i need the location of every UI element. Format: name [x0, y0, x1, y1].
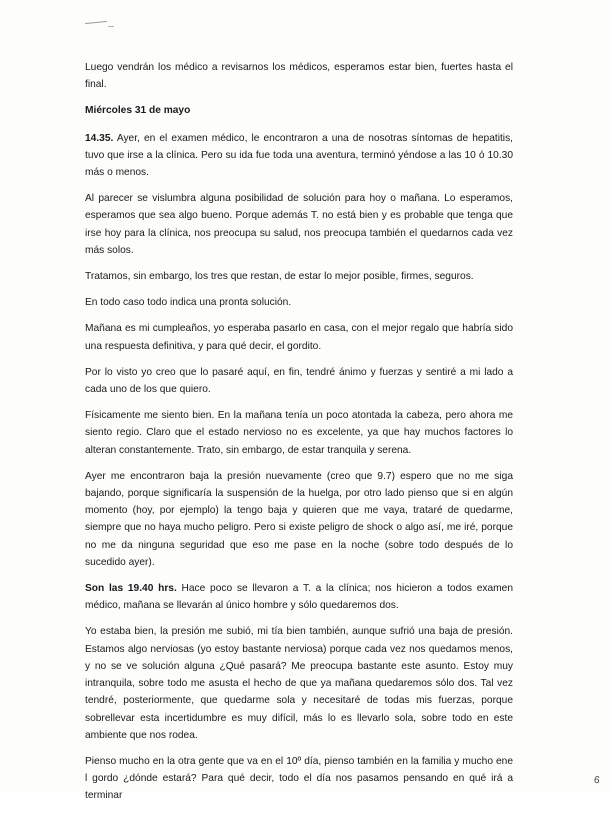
- pen-mark: [108, 26, 114, 27]
- paragraph: Mañana es mi cumpleaños, yo esperaba pasarlo en casa, con el mejor regalo que habría sido una respuesta definitiva, y para qué decir, el gordito.: [85, 323, 513, 352]
- time-label: 14.35.: [85, 132, 114, 144]
- page-number: 6: [593, 774, 601, 787]
- paragraph: Por lo visto yo creo que lo pasaré aquí, en fin, tendré ánimo y fuerzas y sentiré a mi lado a cada uno de los que quiero.: [85, 366, 513, 396]
- paragraph: Yo estaba bien, la presión me subió, mi tía bien también, aunque sufrió una baja de presión. Estamos algo nerviosas (yo estoy bastante nerviosa) porque cada vez nos quedamos menos, y no se ve solución alguna ¿Qué pasará? Me preocupa bastante este asunto. Estoy muy intranquila, sobre todo me asusta el hecho de que ya mañana quedaremos sólo dos. Tal vez tendré, posteriormente, que quedarme sola y necesitaré de todas mis fuerzas, porque sobrellevar esta incertidumbre es muy difícil, más lo es llevarlo sola, sobre todo en este ambiente que nos rodea.: [85, 626, 513, 741]
- paragraph: Son las 19.40 hrs. Hace poco se llevaron a T. a la clínica; nos hicieron a todos examen médico, mañana se llevarán al único hombre y sólo quedaremos dos.: [85, 583, 513, 612]
- paragraph: Al parecer se vislumbra alguna posibilidad de solución para hoy o mañana. Lo esperamos, esperamos que sea algo bueno. Porque además T. no está bien y es probable que tenga que irse hoy para la clínica, nos preocupa su salud, nos preocupa también el quedarnos cada vez más solos.: [85, 193, 513, 256]
- paragraph: Pienso mucho en la otra gente que va en el 10º día, pienso también en la familia y mucho ene l gordo ¿dónde estará? Para qué decir, todo el día nos pasamos pensando en qué irá a terminar: [85, 755, 513, 802]
- pen-mark: [85, 21, 107, 24]
- paragraph: 14.35. Ayer, en el examen médico, le encontraron a una de nosotras síntomas de hepatitis, tuvo que irse a la clínica. Pero su ida fue toda una aventura, terminó yéndose a las 10 ó 10.30 más o menos.: [85, 132, 513, 179]
- paragraph: Ayer me encontraron baja la presión nuevamente (creo que 9.7) espero que no me siga bajando, porque significaría la suspensión de la huelga, por otro lado pienso que si en algún momento (hoy, por ejemplo) la tengo baja y quieren que me vaya, trataré de quedarme, siempre que no haya mucho peligro. Pero si existe peligro de shock o algo así, me iré, porque no me da ninguna seguridad que eso me pase en la noche (sobre todo después de lo sucedido ayer).: [85, 470, 513, 568]
- diary-text: [85, 59, 513, 814]
- time-label: Son las 19.40 hrs.: [85, 583, 177, 595]
- paragraph: Tratamos, sin embargo, los tres que restan, de estar lo mejor posible, firmes, seguros.: [85, 271, 474, 283]
- paragraph: Físicamente me siento bien. En la mañana tenía un poco atontada la cabeza, pero ahora me siento regio. Claro que el estado nervioso no es excelente, ya que hay muchos factores lo alteran constantemente. Trato, sin embargo, de estar tranquila y serena.: [85, 410, 513, 456]
- paragraph: Luego vendrán los médico a revisarnos los médicos, esperamos estar bien, fuertes hasta el final.: [85, 62, 513, 91]
- date-heading: Miércoles 31 de mayo: [85, 105, 191, 117]
- paragraph: En todo caso todo indica una pronta solución.: [85, 297, 292, 309]
